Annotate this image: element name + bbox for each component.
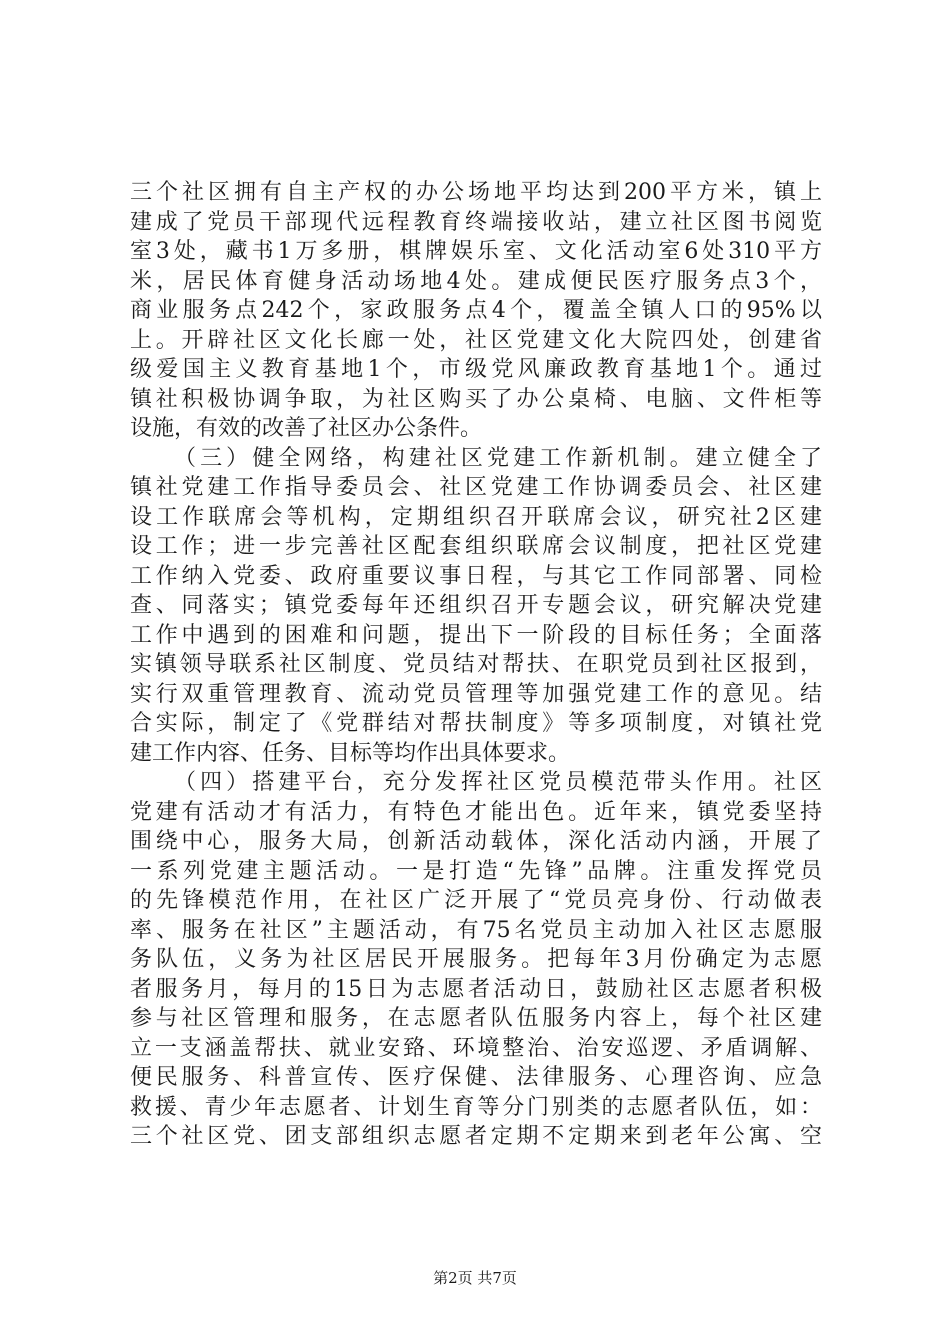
text-line: 镇社党建工作指导委员会、社区党建工作协调委员会、社区建 <box>130 475 822 500</box>
text-line: 合实际，制定了《党群结对帮扶制度》等多项制度，对镇社党 <box>130 711 822 736</box>
text-line: 工作纳入党委、政府重要议事日程，与其它工作同部署、同检 <box>130 563 822 589</box>
text-line: 工作中遇到的困难和问题，提出下一阶段的目标任务；全面落 <box>130 622 822 648</box>
text-line: 实行双重管理教育、流动党员管理等加强党建工作的意见。结 <box>130 681 822 707</box>
text-line: 三个社区党、团支部组织志愿者定期不定期来到老年公寓、空 <box>130 1124 822 1149</box>
page-footer: 第2页 共7页 <box>433 1269 517 1287</box>
text-line: 查、同落实；镇党委每年还组织召开专题会议，研究解决党建 <box>130 593 822 618</box>
text-line: 建成了党员干部现代远程教育终端接收站，建立社区图书阅览 <box>130 209 822 235</box>
text-line: 镇社积极协调争取，为社区购买了办公桌椅、电脑、文件柜等 <box>130 386 822 412</box>
body-text <box>130 178 822 1152</box>
text-line: 室3处，藏书1万多册，棋牌娱乐室、文化活动室6处310平方 <box>130 239 822 264</box>
text-line: （三）健全网络，构建社区党建工作新机制。建立健全了 <box>174 445 822 471</box>
text-line: 设工作联席会等机构，定期组织召开联席会议，研究社2区建 <box>130 504 822 530</box>
text-line: 率、服务在社区”主题活动，有75名党员主动加入社区志愿服 <box>130 917 822 943</box>
text-line: 商业服务点242个，家政服务点4个，覆盖全镇人口的95%以 <box>130 298 822 323</box>
text-line: 米，居民体育健身活动场地4处。建成便民医疗服务点3个， <box>130 268 822 294</box>
text-line: 围绕中心，服务大局，创新活动载体，深化活动内涵，开展了 <box>130 829 822 854</box>
text-line: 立一支涵盖帮扶、就业安臵、环境整治、治安巡逻、矛盾调解、 <box>130 1035 822 1061</box>
text-line: （四）搭建平台，充分发挥社区党员模范带头作用。社区 <box>174 770 822 795</box>
text-line: 设工作；进一步完善社区配套组织联席会议制度，把社区党建 <box>130 534 822 559</box>
text-line: 者服务月，每月的15日为志愿者活动日，鼓励社区志愿者积极 <box>130 976 822 1002</box>
text-line: 上。开辟社区文化长廊一处，社区党建文化大院四处，创建省 <box>130 327 822 353</box>
text-line: 级爱国主义教育基地1个，市级党风廉政教育基地1个。通过 <box>130 357 822 382</box>
text-line: 三个社区拥有自主产权的办公场地平均达到200平方米，镇上 <box>130 180 822 205</box>
text-line: 设施，有效的改善了社区办公条件。 <box>130 416 483 441</box>
text-line: 建工作内容、任务、目标等均作出具体要求。 <box>130 740 571 766</box>
text-line: 党建有活动才有活力，有特色才能出色。近年来，镇党委坚持 <box>130 799 822 825</box>
text-line: 实镇领导联系社区制度、党员结对帮扶、在职党员到社区报到， <box>130 652 822 677</box>
text-line: 务队伍，义务为社区居民开展服务。把每年3月份确定为志愿 <box>130 947 822 972</box>
text-line: 参与社区管理和服务，在志愿者队伍服务内容上，每个社区建 <box>130 1006 822 1031</box>
text-line: 便民服务、科普宣传、医疗保健、法律服务、心理咨询、应急 <box>130 1065 822 1090</box>
text-line: 救援、青少年志愿者、计划生育等分门别类的志愿者队伍，如： <box>130 1094 822 1120</box>
text-line: 一系列党建主题活动。一是打造“先锋”品牌。注重发挥党员 <box>130 858 822 884</box>
text-line: 的先锋模范作用，在社区广泛开展了“党员亮身份、行动做表 <box>130 888 822 913</box>
